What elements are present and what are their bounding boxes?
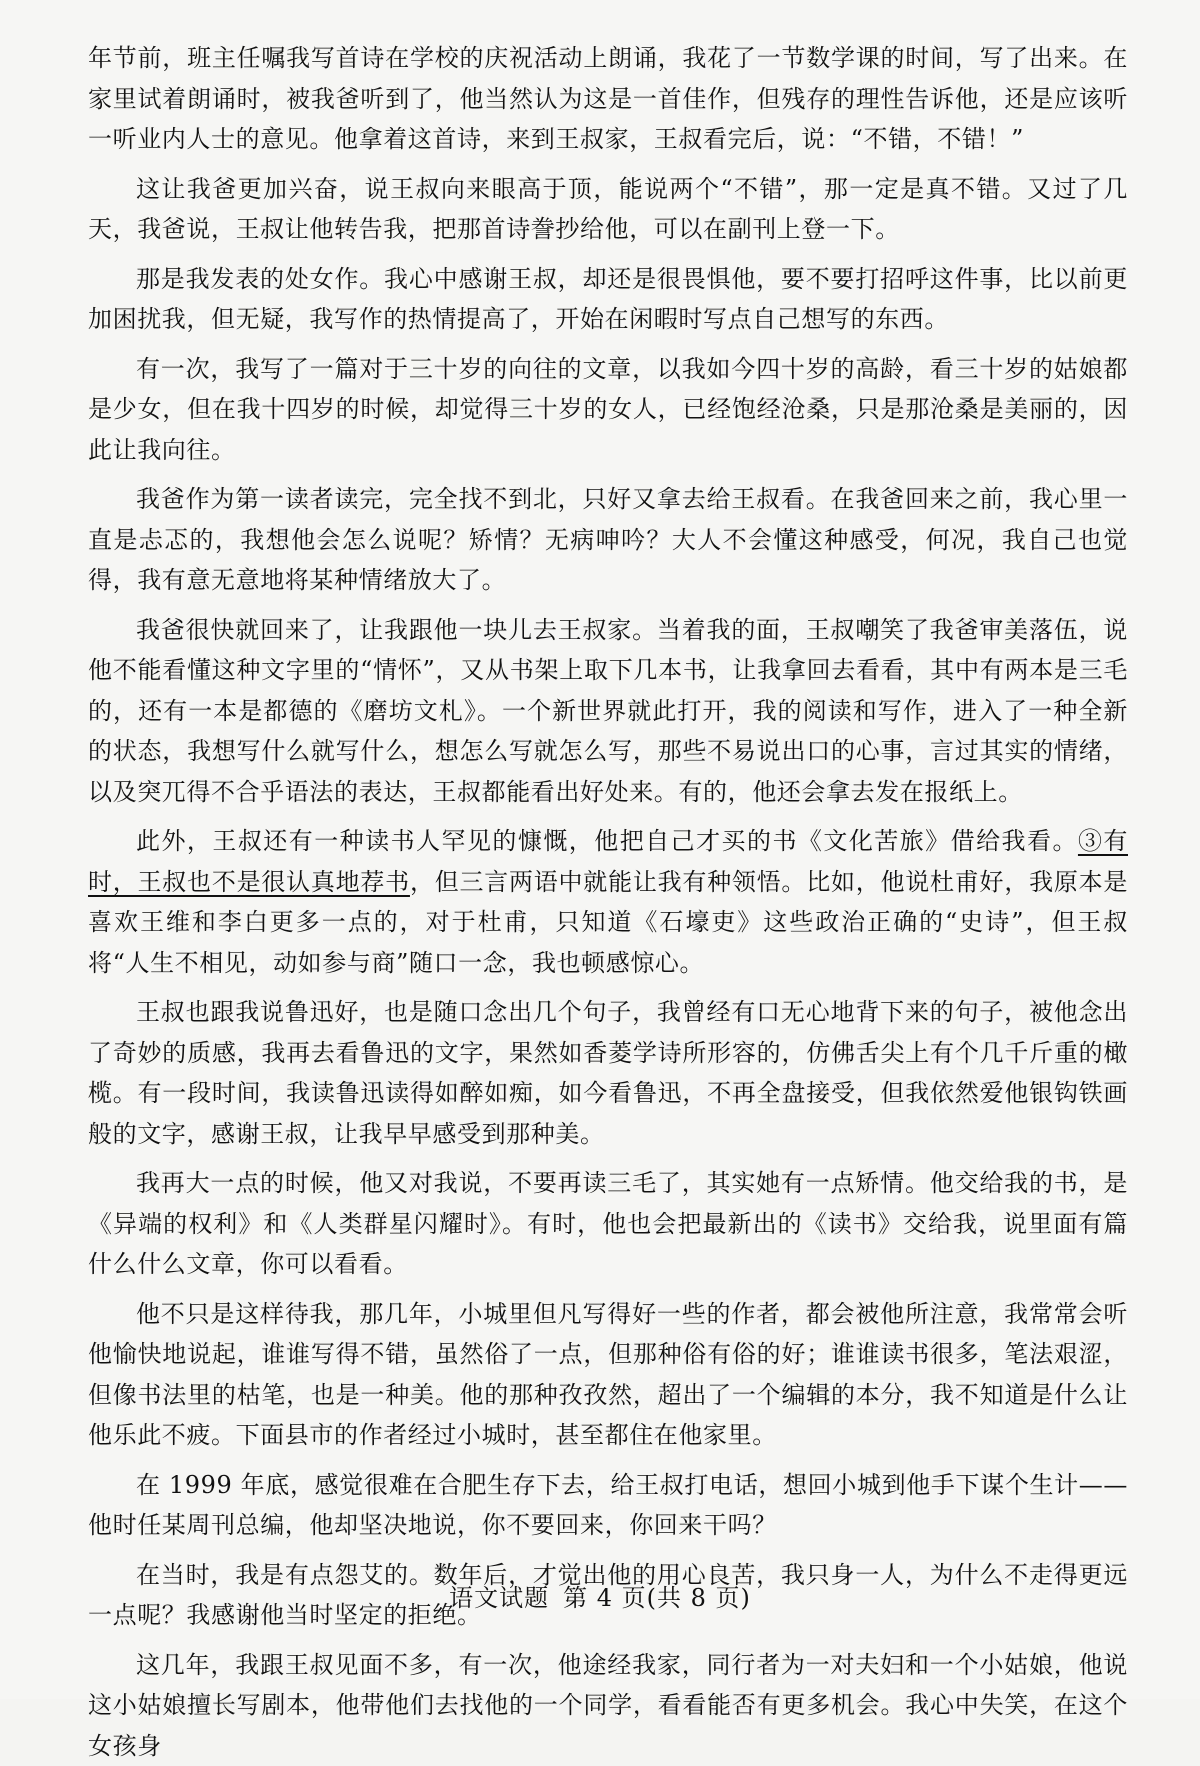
paragraph-7 xyxy=(88,821,1128,983)
article-body xyxy=(88,38,1128,1766)
paragraph-7-before: 此外，王叔还有一种读书人罕见的慷慨，他把自己才买的书《文化苦旅》借给我看。 xyxy=(136,827,1078,855)
paragraph-13: 这几年，我跟王叔见面不多，有一次，他途经我家，同行者为一对夫妇和一个小姑娘，他说这小姑娘擅长写剧本，他带他们去找他的一个同学，看看能否有更多机会。我心中失笑，在这个女孩身 xyxy=(88,1645,1128,1766)
footer-subject: 语文试题 xyxy=(449,1584,549,1612)
paragraph-11: 在 1999 年底，感觉很难在合肥生存下去，给王叔打电话，想回小城到他手下谋个生计——他时任某周刊总编，他却坚决地说，你不要回来，你回来干吗？ xyxy=(88,1465,1128,1546)
paragraph-12: 在当时，我是有点怨艾的。数年后，才觉出他的用心良苦，我只身一人，为什么不走得更远一点呢？我感谢他当时坚定的拒绝。 xyxy=(88,1555,1128,1636)
paragraph-7-after: ，但三言两语中就能让我有种领悟。比如，他说杜甫好，我原本是喜欢王维和李白更多一点的，对于杜甫，只知道《石壕吏》这些政治正确的“史诗”，但王叔将“人生不相见，动如参与商”随口一念，我也顿感惊心。 xyxy=(88,868,1128,977)
paragraph-1: 年节前，班主任嘱我写首诗在学校的庆祝活动上朗诵，我花了一节数学课的时间，写了出来。在家里试着朗诵时，被我爸听到了，他当然认为这是一首佳作，但残存的理性告诉他，还是应该听一听业内人士的意见。他拿着这首诗，来到王叔家，王叔看完后，说：“不错，不错！” xyxy=(88,38,1128,160)
paragraph-10: 他不只是这样待我，那几年，小城里但凡写得好一些的作者，都会被他所注意，我常常会听他愉快地说起，谁谁写得不错，虽然俗了一点，但那种俗有俗的好；谁谁读书很多，笔法艰涩，但像书法里的枯笔，也是一种美。他的那种孜孜然，超出了一个编辑的本分，我不知道是什么让他乐此不疲。下面县市的作者经过小城时，甚至都住在他家里。 xyxy=(88,1294,1128,1456)
paragraph-8: 王叔也跟我说鲁迅好，也是随口念出几个句子，我曾经有口无心地背下来的句子，被他念出了奇妙的质感，我再去看鲁迅的文字，果然如香菱学诗所形容的，仿佛舌尖上有个几千斤重的橄榄。有一段时间，我读鲁迅读得如醉如痴，如今看鲁迅，不再全盘接受，但我依然爱他银钩铁画般的文字，感谢王叔，让我早早感受到那种美。 xyxy=(88,992,1128,1154)
paragraph-3: 那是我发表的处女作。我心中感谢王叔，却还是很畏惧他，要不要打招呼这件事，比以前更加困扰我，但无疑，我写作的热情提高了，开始在闲暇时写点自己想写的东西。 xyxy=(88,259,1128,340)
footer-page-number: 第 4 页(共 8 页) xyxy=(563,1584,751,1612)
paragraph-4: 有一次，我写了一篇对于三十岁的向往的文章，以我如今四十岁的高龄，看三十岁的姑娘都是少女，但在我十四岁的时候，却觉得三十岁的女人，已经饱经沧桑，只是那沧桑是美丽的，因此让我向往。 xyxy=(88,349,1128,471)
page-footer xyxy=(0,1578,1200,1613)
paragraph-2: 这让我爸更加兴奋，说王叔向来眼高于顶，能说两个“不错”，那一定是真不错。又过了几天，我爸说，王叔让他转告我，把那首诗誊抄给他，可以在副刊上登一下。 xyxy=(88,169,1128,250)
paragraph-6: 我爸很快就回来了，让我跟他一块儿去王叔家。当着我的面，王叔嘲笑了我爸审美落伍，说他不能看懂这种文字里的“情怀”，又从书架上取下几本书，让我拿回去看看，其中有两本是三毛的，还有一本是都德的《磨坊文札》。一个新世界就此打开，我的阅读和写作，进入了一种全新的状态，我想写什么就写什么，想怎么写就怎么写，那些不易说出口的心事，言过其实的情绪，以及突兀得不合乎语法的表达，王叔都能看出好处来。有的，他还会拿去发在报纸上。 xyxy=(88,610,1128,813)
paragraph-9: 我再大一点的时候，他又对我说，不要再读三毛了，其实她有一点矫情。他交给我的书，是《异端的权利》和《人类群星闪耀时》。有时，他也会把最新出的《读书》交给我，说里面有篇什么什么文章，你可以看看。 xyxy=(88,1163,1128,1285)
underlined-sentence-3: ③有时，王叔也不是很认真地荐书 xyxy=(88,827,1128,896)
paragraph-5: 我爸作为第一读者读完，完全找不到北，只好又拿去给王叔看。在我爸回来之前，我心里一直是忐忑的，我想他会怎么说呢？矫情？无病呻吟？大人不会懂这种感受，何况，我自己也觉得，我有意无意地将某种情绪放大了。 xyxy=(88,479,1128,601)
